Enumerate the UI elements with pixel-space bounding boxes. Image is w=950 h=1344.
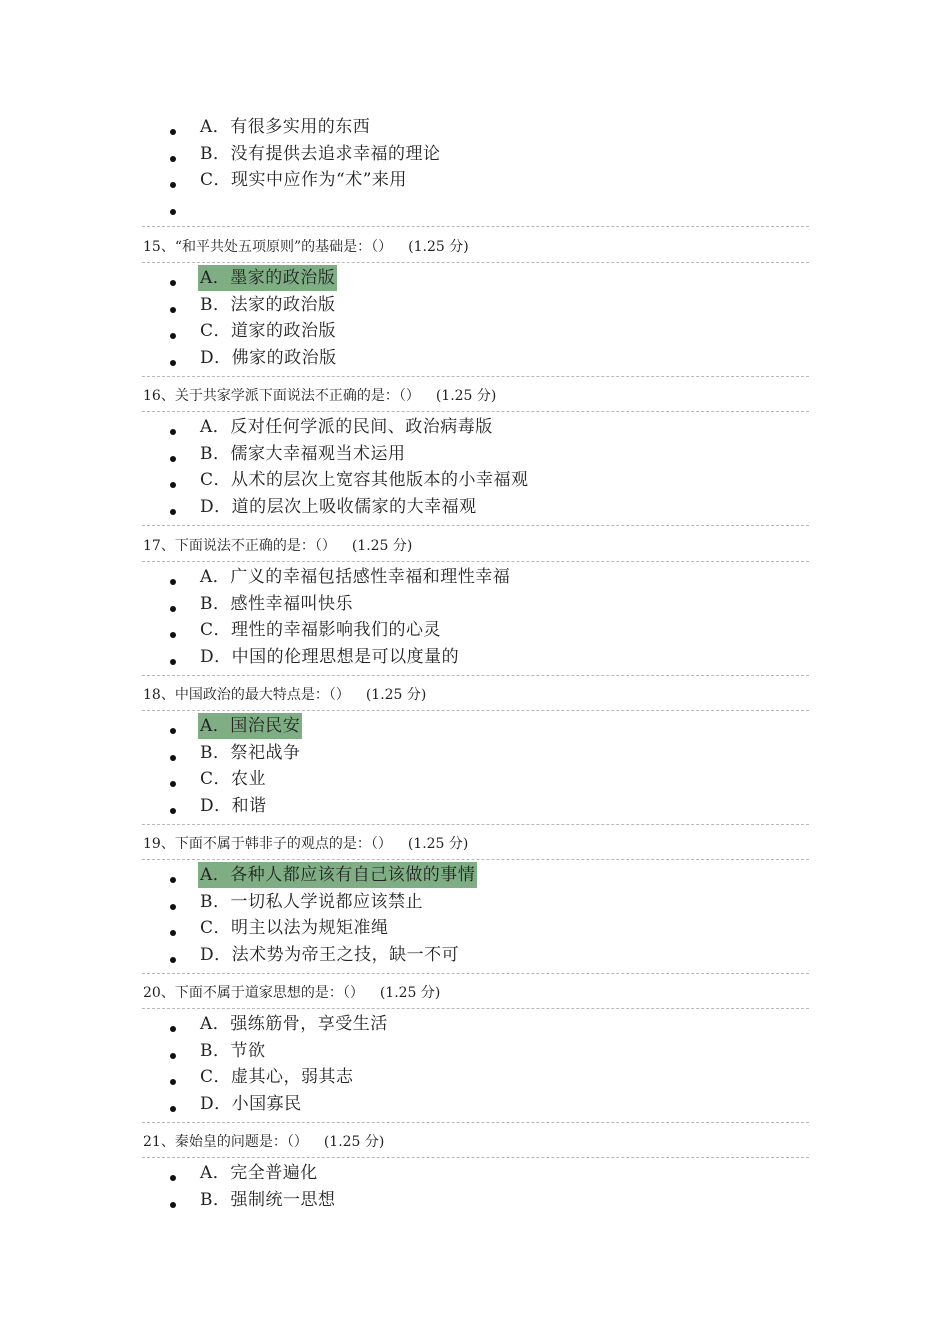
question-points: (1.25 分) <box>351 538 413 554</box>
question-points: (1.25 分) <box>379 985 441 1001</box>
selected-answer-text: A．国治民安 <box>198 713 302 739</box>
question-text <box>143 236 469 258</box>
answer-text: A．强练筋骨，享受生活 <box>200 1014 388 1034</box>
answer-text: B．儒家大幸福观当术运用 <box>200 443 406 464</box>
bullet-icon <box>170 456 176 462</box>
question-number: 19、 <box>143 836 175 852</box>
bullet-icon <box>170 659 176 665</box>
bullet-icon <box>170 1106 176 1112</box>
bullet-icon <box>170 877 176 883</box>
question-number: 17、 <box>143 538 175 554</box>
bullet-icon <box>170 360 176 366</box>
question-points: (1.25 分) <box>408 239 469 255</box>
bullet-icon <box>170 1175 176 1181</box>
answer-text: C．虚其心，弱其志 <box>200 1067 354 1087</box>
dashed-divider <box>142 1157 809 1158</box>
dashed-divider <box>142 824 809 825</box>
question-text <box>143 982 440 1004</box>
question-prompt: 秦始皇的问题是：（） <box>174 1134 308 1150</box>
question-text <box>143 535 412 557</box>
question-number: 20、 <box>143 985 175 1001</box>
bullet-icon <box>170 1026 176 1032</box>
dashed-divider <box>142 675 809 676</box>
answer-text: D．道的层次上吸收儒家的大幸福观 <box>200 496 477 517</box>
bullet-icon <box>170 482 176 488</box>
answer-text: A．完全普遍化 <box>200 1163 318 1183</box>
question-prompt: 下面不属于道家思想的是：（） <box>174 985 364 1001</box>
bullet-icon <box>170 632 176 638</box>
bullet-icon <box>170 156 176 162</box>
answer-text: D．和谐 <box>200 795 267 816</box>
question-prompt: 关于共家学派下面说法不正确的是：（） <box>174 388 420 404</box>
answer-text: C．道家的政治版 <box>200 321 337 341</box>
question-text <box>143 385 496 407</box>
dashed-divider <box>142 561 809 562</box>
answer-text: B．节欲 <box>200 1040 266 1061</box>
bullet-icon <box>170 129 176 135</box>
bullet-icon <box>170 930 176 936</box>
answer-text: B．没有提供去追求幸福的理论 <box>200 143 441 164</box>
question-points: (1.25 分) <box>407 836 469 852</box>
question-prompt: 下面说法不正确的是：（） <box>174 538 336 554</box>
dashed-divider <box>142 226 809 227</box>
dashed-divider <box>142 262 809 263</box>
question-text <box>143 833 468 855</box>
question-prompt: “和平共处五项原则”的基础是：（） <box>174 239 393 255</box>
bullet-icon <box>170 781 176 787</box>
bullet-icon <box>170 579 176 585</box>
bullet-icon <box>170 1202 176 1208</box>
bullet-icon <box>170 755 176 761</box>
bullet-icon <box>170 1079 176 1085</box>
dashed-divider <box>142 411 809 412</box>
answer-text: A．有很多实用的东西 <box>200 117 371 137</box>
dashed-divider <box>142 1122 809 1123</box>
answer-text: A．反对任何学派的民间、政治病毒版 <box>200 417 493 437</box>
bullet-icon <box>170 1053 176 1059</box>
question-text <box>143 1131 384 1153</box>
question-prompt: 下面不属于韩非子的观点的是：（） <box>174 836 392 852</box>
dashed-divider <box>142 859 809 860</box>
question-number: 15、 <box>143 239 175 255</box>
answer-text: B．强制统一思想 <box>200 1189 336 1210</box>
question-number: 16、 <box>143 388 175 404</box>
answer-text: D．中国的伦理思想是可以度量的 <box>200 646 460 667</box>
answer-text: D．佛家的政治版 <box>200 347 337 368</box>
bullet-icon <box>170 429 176 435</box>
bullet-icon <box>170 606 176 612</box>
dashed-divider <box>142 376 809 377</box>
question-prompt: 中国政治的最大特点是：（） <box>174 687 350 703</box>
bullet-icon <box>170 904 176 910</box>
answer-text: B．祭祀战争 <box>200 742 301 763</box>
question-number: 21、 <box>143 1134 175 1150</box>
question-text <box>143 684 426 706</box>
bullet-icon <box>170 509 176 515</box>
answer-text: A．广义的幸福包括感性幸福和理性幸福 <box>200 567 511 587</box>
answer-text: B．感性幸福叫快乐 <box>200 593 353 614</box>
dashed-divider <box>142 1008 809 1009</box>
bullet-icon <box>170 728 176 734</box>
bullet-icon <box>170 957 176 963</box>
question-points: (1.25 分) <box>365 687 427 703</box>
answer-text: B．一切私人学说都应该禁止 <box>200 891 423 912</box>
question-points: (1.25 分) <box>435 388 497 404</box>
bullet-icon <box>170 307 176 313</box>
dashed-divider <box>142 710 809 711</box>
dashed-divider <box>142 525 809 526</box>
bullet-icon <box>170 280 176 286</box>
answer-text: C．农业 <box>200 769 267 789</box>
answer-text: C．从术的层次上宽容其他版本的小幸福观 <box>200 470 529 490</box>
question-points: (1.25 分) <box>323 1134 385 1150</box>
bullet-icon <box>170 808 176 814</box>
bullet-icon <box>170 209 176 215</box>
selected-answer-text: A．墨家的政治版 <box>198 265 337 291</box>
selected-answer-text: A．各种人都应该有自己该做的事情 <box>198 862 477 888</box>
answer-text: D．小国寡民 <box>200 1093 302 1114</box>
dashed-divider <box>142 973 809 974</box>
bullet-icon <box>170 333 176 339</box>
answer-text: B．法家的政治版 <box>200 294 336 315</box>
answer-text: D．法术势为帝王之技，缺一不可 <box>200 944 460 965</box>
bullet-icon <box>170 182 176 188</box>
answer-text: C．明主以法为规矩准绳 <box>200 918 389 938</box>
answer-text: C．理性的幸福影响我们的心灵 <box>200 620 442 640</box>
answer-text: C．现实中应作为“术”来用 <box>200 170 407 190</box>
question-number: 18、 <box>143 687 175 703</box>
